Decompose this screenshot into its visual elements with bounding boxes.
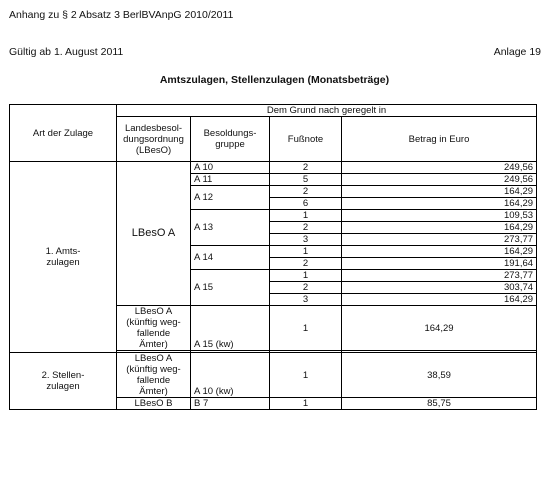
stellenzulagen-line-1: 2. Stellen- <box>41 370 85 381</box>
betrag-a10-kw: 38,59 <box>342 353 537 398</box>
header-art-der-zulage: Art der Zulage <box>10 105 117 162</box>
document-reference: Anhang zu § 2 Absatz 3 BerlBVAnpG 2010/2011 <box>9 9 234 21</box>
kw1-line-1: LBesO A <box>134 306 173 317</box>
gruppe-a13: A 13 <box>191 210 270 246</box>
fn-a14-2: 2 <box>270 258 342 270</box>
gruppe-a12: A 12 <box>191 186 270 210</box>
betrag-a13-2: 164,29 <box>342 222 537 234</box>
betrag-a15-3: 164,29 <box>342 294 537 306</box>
stellenzulagen-line-2: zulagen <box>46 381 80 392</box>
gruppe-a15: A 15 <box>191 270 270 306</box>
gruppe-a15-kw: A 15 (kw) <box>191 306 270 351</box>
betrag-a15-1: 273,77 <box>342 270 537 282</box>
betrag-b7: 85,75 <box>342 398 537 410</box>
fn-b7: 1 <box>270 398 342 410</box>
kw1-line-3: fallende <box>136 328 171 339</box>
amtszulagen-line-1: 1. Amts- <box>45 246 81 257</box>
betrag-a13-1: 109,53 <box>342 210 537 222</box>
fn-a13-3: 3 <box>270 234 342 246</box>
header-betrag-in-euro: Betrag in Euro <box>342 117 537 162</box>
betrag-a11-1: 249,56 <box>342 174 537 186</box>
section-stellenzulagen-label <box>10 353 117 410</box>
fn-a14-1: 1 <box>270 246 342 258</box>
fn-a12-2: 6 <box>270 198 342 210</box>
table-title: Amtszulagen, Stellenzulagen (Monatsbeträge) <box>159 74 390 86</box>
gruppe-a10-kw: A 10 (kw) <box>191 353 270 398</box>
gruppe-a11: A 11 <box>191 174 270 186</box>
fn-a13-2: 2 <box>270 222 342 234</box>
kw2-line-1: LBesO A <box>134 353 173 364</box>
header-landes-line-2: dungsordnung <box>123 133 184 145</box>
fn-a10-kw: 1 <box>270 353 342 398</box>
fn-a12-1: 2 <box>270 186 342 198</box>
header-gruppe-line-1: Besoldungs- <box>203 128 257 139</box>
annex-label: Anlage 19 <box>493 46 541 58</box>
header-fussnote: Fußnote <box>270 117 342 162</box>
fn-a15-kw: 1 <box>270 306 342 351</box>
betrag-a15-kw: 164,29 <box>342 306 537 351</box>
kw2-line-4: Ämter) <box>139 386 168 397</box>
betrag-a15-2: 303,74 <box>342 282 537 294</box>
gruppe-a14: A 14 <box>191 246 270 270</box>
gruppe-b7: B 7 <box>191 398 270 410</box>
header-landes-line-3: (LBesO) <box>135 144 172 156</box>
valid-from-date: Gültig ab 1. August 2011 <box>9 46 124 58</box>
fn-a15-3: 3 <box>270 294 342 306</box>
fn-a15-1: 1 <box>270 270 342 282</box>
amtszulagen-line-2: zulagen <box>46 257 80 268</box>
betrag-a14-1: 164,29 <box>342 246 537 258</box>
header-besoldungsgruppe <box>191 117 270 162</box>
section-amtszulagen-label <box>10 162 117 353</box>
header-dem-grund-nach: Dem Grund nach geregelt in <box>117 105 537 117</box>
fn-a15-2: 2 <box>270 282 342 294</box>
fn-a11-1: 5 <box>270 174 342 186</box>
kw1-line-4: Ämter) <box>139 339 168 350</box>
lbeso-a-label: LBesO A <box>117 162 191 306</box>
betrag-a13-3: 273,77 <box>342 234 537 246</box>
betrag-a12-2: 164,29 <box>342 198 537 210</box>
fn-a13-1: 1 <box>270 210 342 222</box>
lbeso-a-kw-amtszulagen <box>117 306 191 351</box>
kw1-line-2: (künftig weg- <box>126 317 181 328</box>
kw2-line-2: (künftig weg- <box>126 364 181 375</box>
header-landes-line-1: Landesbesol- <box>124 122 183 134</box>
betrag-a10-1: 249,56 <box>342 162 537 174</box>
betrag-a14-2: 191,64 <box>342 258 537 270</box>
lbeso-a-kw-stellenzulagen <box>117 353 191 398</box>
lbeso-b-label: LBesO B <box>117 398 191 410</box>
fn-a10-1: 2 <box>270 162 342 174</box>
allowance-table <box>9 104 537 410</box>
kw2-line-3: fallende <box>136 375 171 386</box>
header-gruppe-line-2: gruppe <box>215 139 245 150</box>
header-landesbesoldungsordnung <box>117 117 191 162</box>
gruppe-a10: A 10 <box>191 162 270 174</box>
betrag-a12-1: 164,29 <box>342 186 537 198</box>
